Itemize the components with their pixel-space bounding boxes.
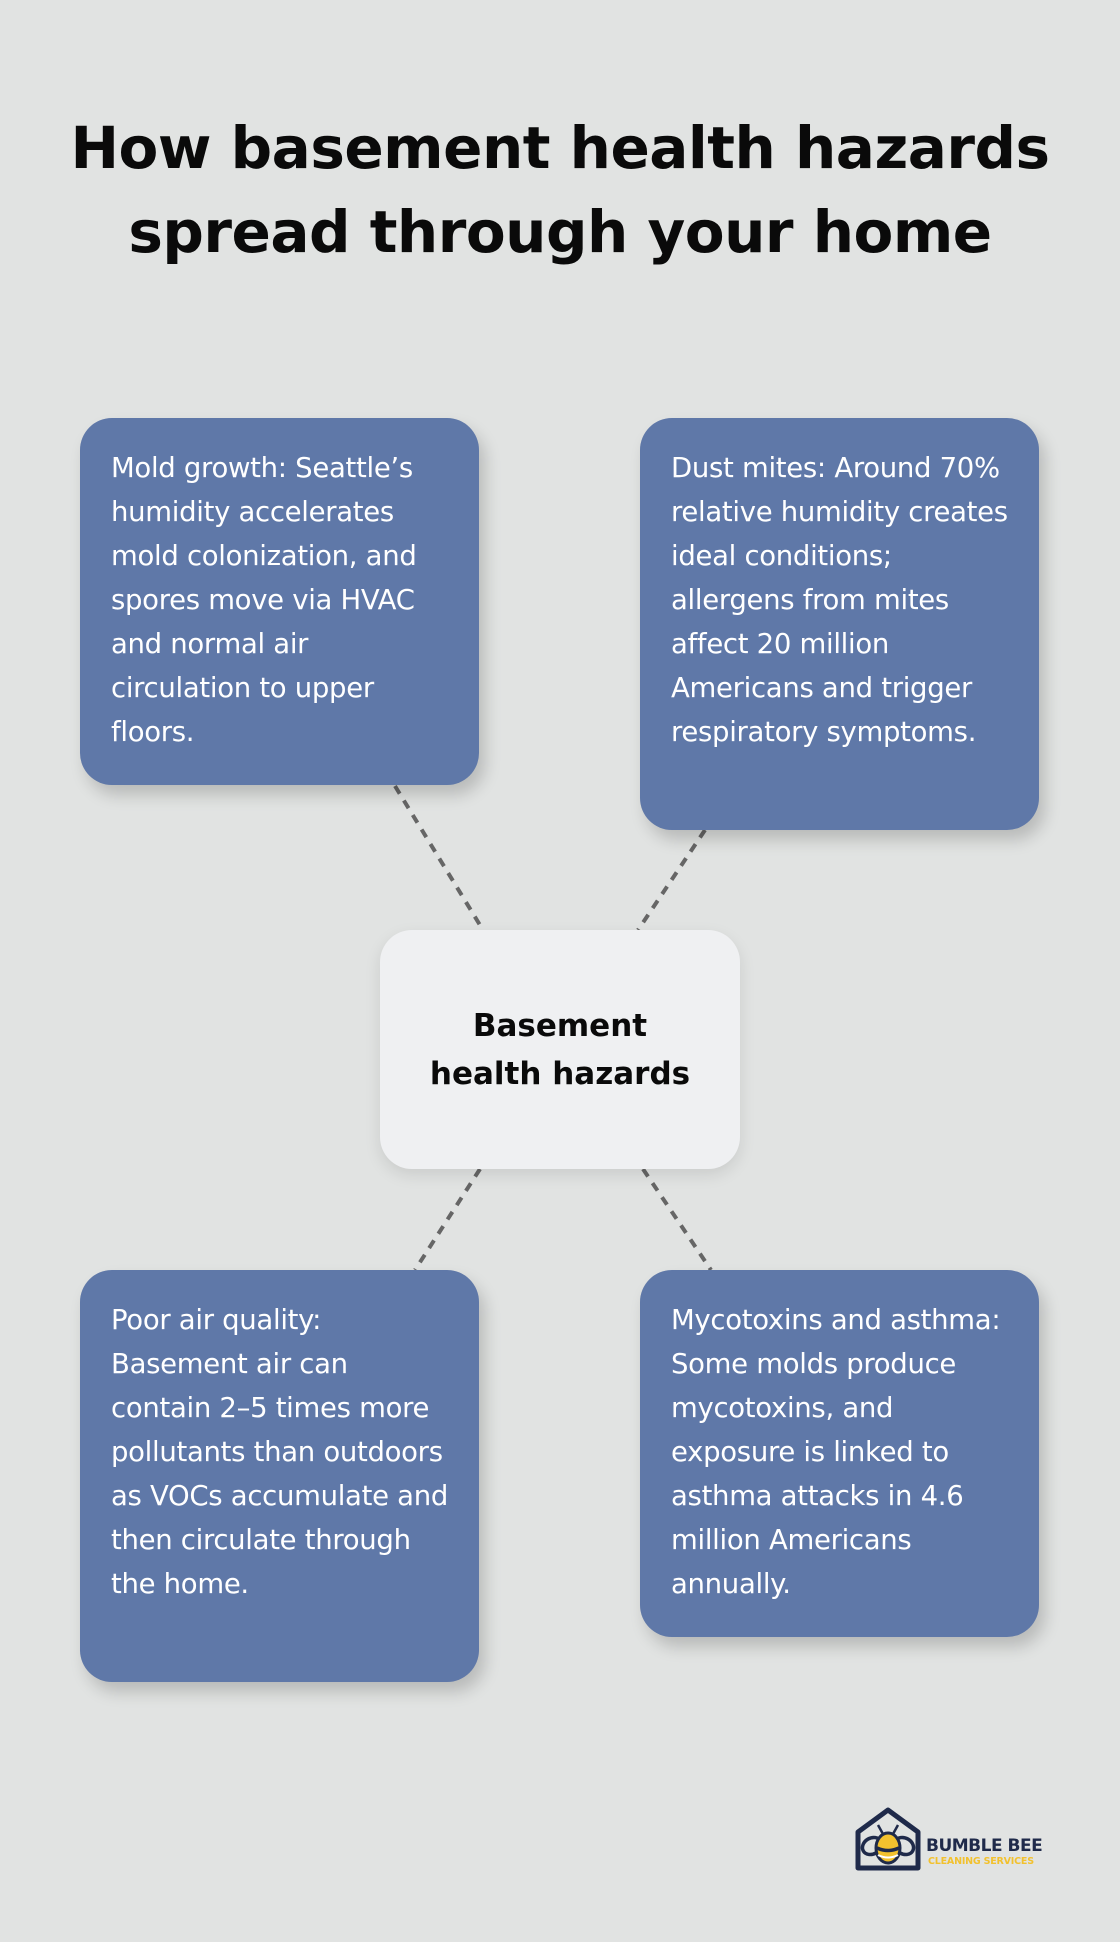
card-mold-growth bbox=[80, 418, 479, 785]
title-line-1: How basement health hazards bbox=[70, 114, 1050, 182]
connector-mites bbox=[638, 830, 705, 930]
card-poor-air-quality bbox=[80, 1270, 479, 1682]
center-line-2: health hazards bbox=[429, 1055, 691, 1092]
center-node bbox=[380, 930, 740, 1169]
connector-mold bbox=[395, 786, 483, 930]
brand-logo bbox=[852, 1806, 1062, 1874]
card-text: Mycotoxins and asthma: Some molds produce mycotoxins, and exposure is linked to asthma attacks in 4.6 million Americans annually. bbox=[671, 1304, 1001, 1600]
card-text: Mold growth: Seattle’s humidity accelerates mold colonization, and spores move via HVAC and normal air circulation to upper floors. bbox=[111, 452, 417, 748]
card-text: Dust mites: Around 70% relative humidity creates ideal conditions; allergens from mites affect 20 million Americans and trigger respiratory symptoms. bbox=[671, 452, 1008, 748]
connector-air bbox=[415, 1169, 480, 1270]
connector-myco bbox=[643, 1169, 711, 1270]
title-line-2: spread through your home bbox=[128, 198, 992, 266]
logo-tagline: CLEANING SERVICES bbox=[928, 1856, 1034, 1867]
card-dust-mites bbox=[640, 418, 1039, 830]
logo-name: BUMBLE BEE bbox=[926, 1836, 1043, 1856]
bee-house-icon bbox=[852, 1806, 924, 1872]
card-text: Poor air quality: Basement air can contain 2–5 times more pollutants than outdoors as VOCs accumulate and then circulate through the home. bbox=[111, 1304, 448, 1600]
card-mycotoxins-asthma bbox=[640, 1270, 1039, 1637]
center-line-1: Basement bbox=[472, 1007, 648, 1044]
